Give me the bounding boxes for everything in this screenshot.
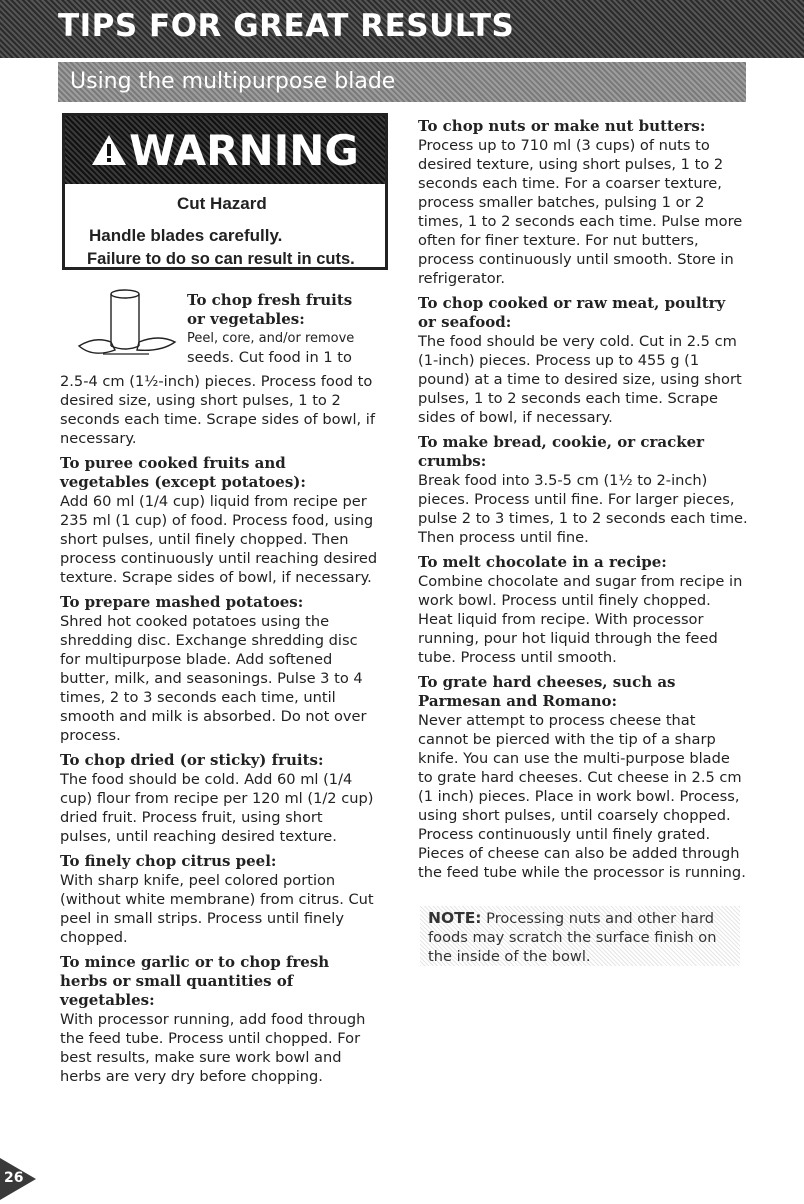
tip-title: To melt chocolate in a recipe: bbox=[418, 553, 667, 571]
warning-box bbox=[62, 113, 388, 270]
tip-fresh-fruits-head bbox=[187, 291, 397, 367]
multipurpose-blade-icon bbox=[75, 286, 183, 362]
section-bar bbox=[58, 62, 746, 102]
tip-body: Break food into 3.5-5 cm (1½ to 2-inch) pieces. Process until fine. For larger pieces, pulse 2 to 3 times, 1 to 2 seconds each time. Then process until fine. bbox=[418, 472, 748, 546]
tip-title: To chop nuts or make nut butters: bbox=[418, 117, 706, 135]
right-column bbox=[418, 117, 748, 888]
tip-title: To chop fresh fruits bbox=[187, 291, 353, 309]
tip-title: To puree cooked fruits and vegetables (except potatoes): bbox=[60, 454, 306, 491]
warning-heading: WARNING bbox=[129, 125, 359, 175]
warning-line-2: Handle blades carefully. bbox=[89, 226, 283, 245]
tip-body: The food should be cold. Add 60 ml (1/4 cup) flour from recipe per 120 ml (1/2 cup) dried fruit. Process fruit, using short pulses, until reaching desired texture. bbox=[60, 771, 374, 845]
warning-header bbox=[65, 116, 385, 184]
tip-body: Combine chocolate and sugar from recipe in work bowl. Process until finely chopped. Heat liquid from recipe. With processor running, pour hot liquid through the feed tube. Process until smooth. bbox=[418, 573, 743, 666]
tip-nuts bbox=[418, 117, 748, 288]
page-number: 26 bbox=[4, 1170, 24, 1186]
warning-line-1: Cut Hazard bbox=[177, 194, 267, 213]
section-title: Using the multipurpose blade bbox=[70, 69, 396, 94]
tip-dried-fruits bbox=[60, 751, 378, 846]
tip-title: or vegetables: bbox=[187, 310, 305, 328]
warning-line-3: Failure to do so can result in cuts. bbox=[87, 250, 355, 268]
tip-title: To make bread, cookie, or cracker crumbs: bbox=[418, 433, 705, 470]
page-number-tab bbox=[0, 1158, 40, 1204]
tip-body: With sharp knife, peel colored portion (without white membrane) from citrus. Cut peel in small strips. Process until finely chopped. bbox=[60, 872, 374, 946]
tip-title: To prepare mashed potatoes: bbox=[60, 593, 304, 611]
tip-body: Add 60 ml (1/4 cup) liquid from recipe per 235 ml (1 cup) of food. Process food, using short pulses, until finely chopped. Then process continuously until reaching desired texture. Scrape sides of bowl, if necessary. bbox=[60, 493, 378, 586]
tip-body: Process up to 710 ml (3 cups) of nuts to desired texture, using short pulses, 1 to 2 seconds each time. For a coarser texture, process smaller batches, pulsing 1 or 2 times, 1 to 2 seconds each time. Pulse more often for finer texture. For nut butters, process continuously until smooth. Store in refrigerator. bbox=[418, 137, 743, 287]
header-banner bbox=[0, 0, 804, 58]
tip-body: Never attempt to process cheese that cannot be pierced with the tip of a sharp knife. You can use the multi-purpose blade to grate hard cheeses. Cut cheese in 2.5 cm (1 inch) pieces. Place in work bowl. Process, using short pulses, until coarsely chopped. Process continuously until finely grated. Pieces of cheese can also be added through the feed tube while the processor is running. bbox=[418, 712, 746, 881]
tip-body: With processor running, add food through the feed tube. Process until chopped. For best results, make sure work bowl and herbs are very dry before chopping. bbox=[60, 1011, 366, 1085]
tip-puree bbox=[60, 454, 378, 587]
tip-body: Shred hot cooked potatoes using the shredding disc. Exchange shredding disc for multipurpose blade. Add softened butter, milk, and seasonings. Pulse 3 to 4 times, 2 to 3 seconds each time, until smooth and milk is absorbed. Do not over process. bbox=[60, 613, 367, 744]
tip-body: seeds. Cut food in 1 to bbox=[187, 349, 352, 366]
tip-body: 2.5-4 cm (1½-inch) pieces. Process food to desired size, using short pulses, 1 to 2 seconds each time. Scrape sides of bowl, if necessary. bbox=[60, 373, 375, 447]
tip-meat bbox=[418, 294, 748, 427]
tip-title: To mince garlic or to chop fresh herbs or small quantities of vegetables: bbox=[60, 953, 330, 1009]
tip-citrus-peel bbox=[60, 852, 378, 947]
warning-triangle-icon bbox=[91, 134, 127, 166]
note-box bbox=[420, 906, 740, 966]
tip-crumbs bbox=[418, 433, 748, 547]
tip-title: To chop cooked or raw meat, poultry or seafood: bbox=[418, 294, 726, 331]
tip-body: Peel, core, and/or remove bbox=[187, 331, 355, 346]
tip-title: To finely chop citrus peel: bbox=[60, 852, 277, 870]
page-title: TIPS FOR GREAT RESULTS bbox=[58, 8, 515, 44]
tip-cheese bbox=[418, 673, 748, 882]
note-label: NOTE: bbox=[428, 909, 482, 927]
tip-title: To grate hard cheeses, such as Parmesan and Romano: bbox=[418, 673, 676, 710]
note-text: Processing nuts and other hard foods may scratch the surface finish on the inside of the bowl. bbox=[428, 910, 717, 965]
tip-title: To chop dried (or sticky) fruits: bbox=[60, 751, 324, 769]
tip-chocolate bbox=[418, 553, 748, 667]
left-column bbox=[60, 372, 378, 1092]
tip-body: The food should be very cold. Cut in 2.5 cm (1-inch) pieces. Process up to 455 g (1 pound) at a time to desired size, using short pulses, 1 to 2 seconds each time. Scrape sides of bowl, if necessary. bbox=[418, 333, 742, 426]
tip-mashed-potatoes bbox=[60, 593, 378, 745]
tip-garlic-herbs bbox=[60, 953, 378, 1086]
